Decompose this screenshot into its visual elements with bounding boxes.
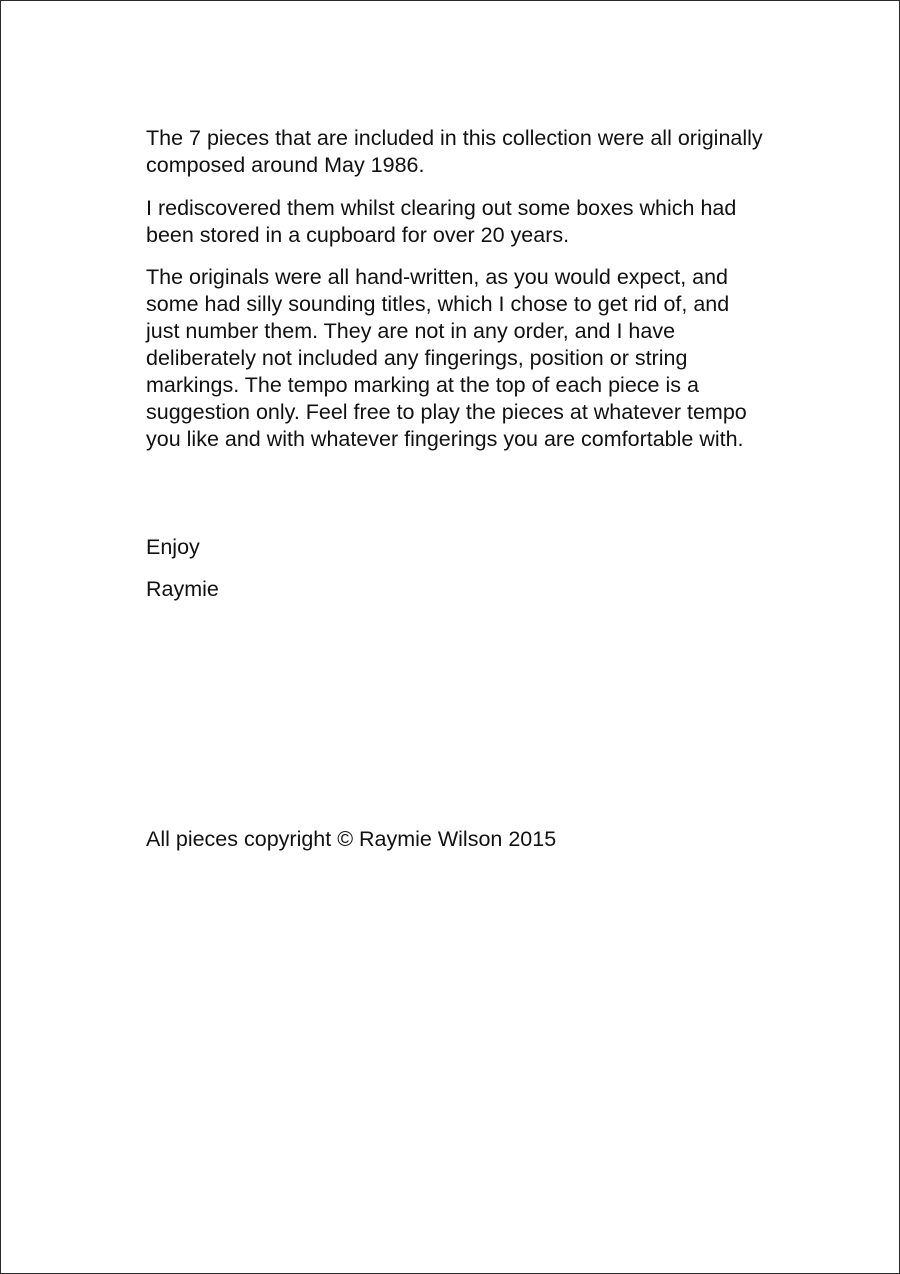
signature: Raymie (146, 577, 219, 601)
paragraph-origin: The 7 pieces that are included in this collection were all originally composed around May 1986. (146, 126, 763, 177)
copyright-notice: All pieces copyright © Raymie Wilson 2015 (146, 827, 557, 851)
paragraph-notes: The originals were all hand-written, as you would expect, and some had silly sounding titles, which I chose to get rid of, and just number them. They are not in any order, and I have deliberately not included any fingerings, position or string markings. The tempo marking at the top of each piece is a suggestion only. Feel free to play the pieces at whatever tempo you like and with whatever fingerings you are comfortable with. (146, 265, 747, 451)
intro-text (146, 125, 766, 453)
paragraph-rediscovery: I rediscovered them whilst clearing out some boxes which had been stored in a cupboard for over 20 years. (146, 196, 737, 247)
closing-text: Enjoy (146, 535, 200, 559)
